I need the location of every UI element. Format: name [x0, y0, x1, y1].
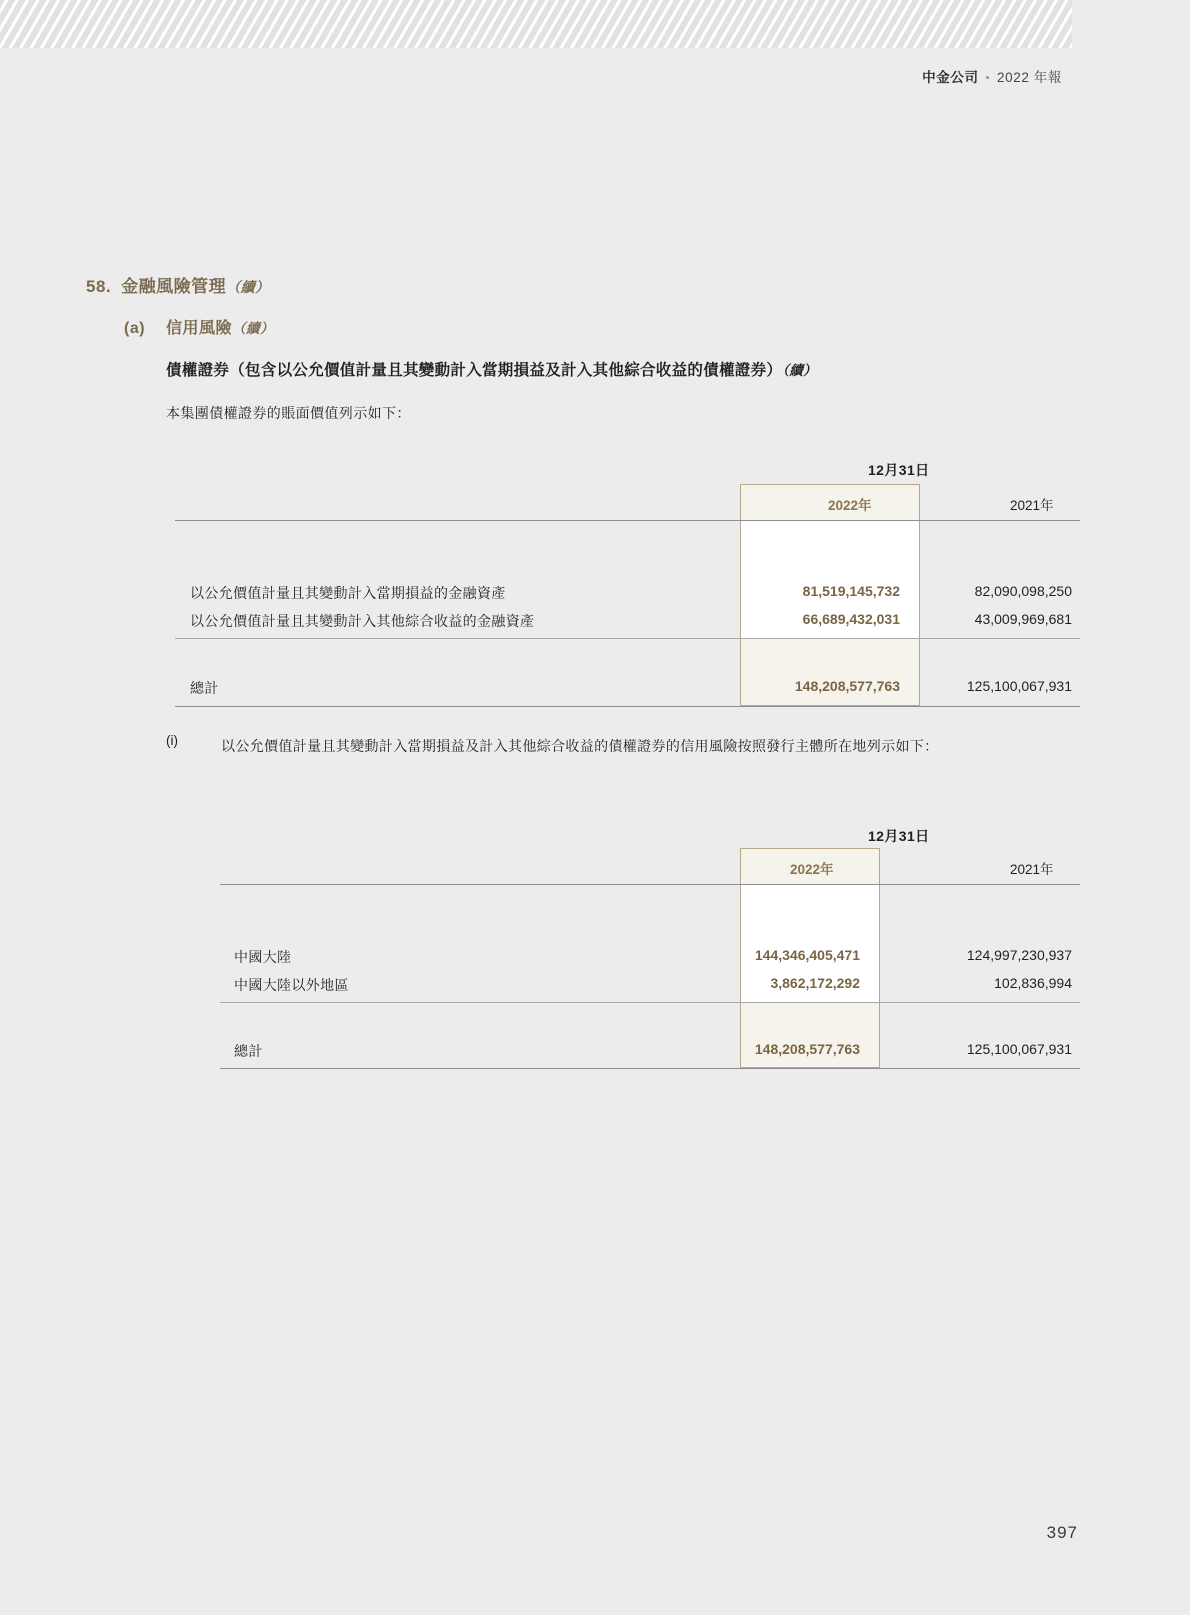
table1-total-previous: 125,100,067,931	[966, 678, 1072, 694]
table2-total-current: 148,208,577,763	[754, 1041, 860, 1057]
page-number: 397	[1046, 1523, 1078, 1542]
subsection-continued: （續）	[232, 321, 275, 336]
table2-row-label: 中國大陸以外地區	[234, 977, 349, 993]
table2-date-header: 12月31日	[868, 828, 930, 844]
section-number: 58.	[86, 277, 112, 296]
header-year: 2022 年報	[997, 70, 1062, 85]
table2-rule-mid	[220, 1002, 1080, 1003]
note-label: (i)	[166, 733, 178, 748]
intro-paragraph: 本集團債權證券的賬面價值列示如下：	[166, 405, 411, 421]
header-company: 中金公司	[922, 70, 979, 85]
table1-col-previous: 2021年	[1010, 498, 1054, 513]
table2-total-previous: 125,100,067,931	[966, 1041, 1072, 1057]
table1-row-label: 以公允價值計量且其變動計入當期損益的金融資產	[190, 585, 506, 601]
header-separator: •	[985, 72, 991, 84]
table1-date-header: 12月31日	[868, 462, 930, 478]
table2-highlight-total-box	[740, 1002, 880, 1068]
decorative-hatch-band	[0, 0, 1072, 48]
table1-rule-bottom	[175, 706, 1080, 707]
subsection-heading	[124, 315, 274, 338]
subsection-title: 信用風險	[166, 320, 233, 337]
table2-rule-top	[220, 884, 1080, 885]
hatch-band-gap	[1072, 0, 1190, 48]
section-title: 金融風險管理	[121, 277, 227, 296]
running-header	[922, 66, 1062, 86]
table2-total-label: 總計	[234, 1043, 263, 1059]
table2-rule-bottom	[220, 1068, 1080, 1069]
table2-row-label: 中國大陸	[234, 949, 292, 965]
section-continued: （續）	[226, 279, 270, 295]
table2-row-current: 144,346,405,471	[754, 947, 860, 963]
item-continued: （續）	[782, 363, 817, 378]
note-paragraph: 以公允價值計量且其變動計入當期損益及計入其他綜合收益的債權證券的信用風險按照發行主體所在地列示如下：	[221, 738, 939, 754]
table1-row-label: 以公允價值計量且其變動計入其他綜合收益的金融資產	[190, 613, 535, 629]
table1-rule-top	[175, 520, 1080, 521]
table1-total-current: 148,208,577,763	[794, 678, 900, 694]
table2-col-current: 2022年	[790, 862, 834, 877]
section-heading	[86, 272, 270, 297]
table2-col-previous: 2021年	[1010, 862, 1054, 877]
subsection-tag: (a)	[124, 320, 146, 337]
item-title: 債權證券（包含以公允價值計量且其變動計入當期損益及計入其他綜合收益的債權證券）	[166, 362, 783, 379]
table1-total-label: 總計	[190, 680, 219, 696]
table2-row-previous: 102,836,994	[994, 975, 1072, 991]
table1-rule-mid	[175, 638, 1080, 639]
table1-row-current: 81,519,145,732	[802, 583, 900, 599]
table1-row-previous: 82,090,098,250	[974, 583, 1072, 599]
table1-row-previous: 43,009,969,681	[974, 611, 1072, 627]
table2-row-current: 3,862,172,292	[770, 975, 860, 991]
item-heading	[166, 358, 817, 380]
table1-col-current: 2022年	[828, 498, 872, 513]
table1-row-current: 66,689,432,031	[802, 611, 900, 627]
table1-highlight-total-box	[740, 638, 920, 706]
table2-row-previous: 124,997,230,937	[966, 947, 1072, 963]
